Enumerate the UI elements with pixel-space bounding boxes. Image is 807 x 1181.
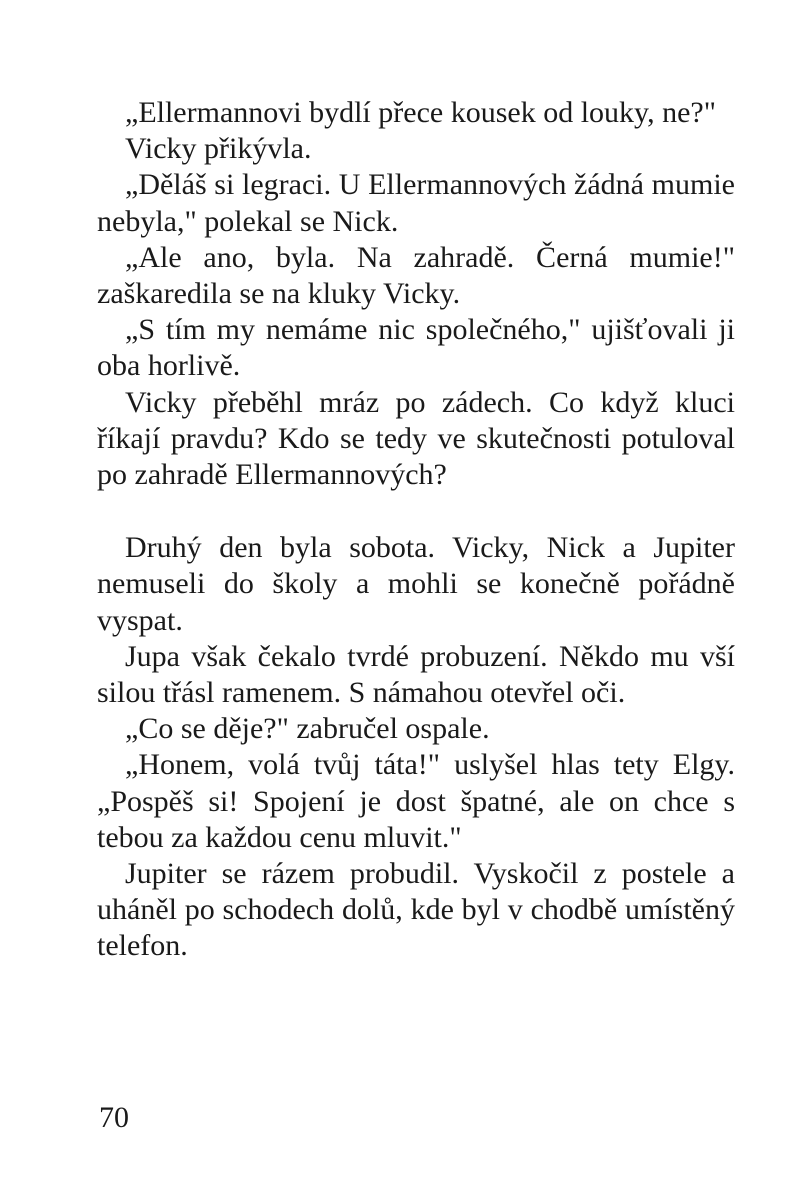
paragraph: „Co se děje?" zabručel ospale. xyxy=(125,712,490,746)
paragraph: Druhý den byla sobota. Vicky, Nick a Jupiter nemuseli do školy a mohli se konečně pořádně vyspat. xyxy=(97,531,735,637)
section-break xyxy=(97,493,735,530)
paragraph: „Honem, volá tvůj táta!" uslyšel hlas tety Elgy. „Pospěš si! Spojení je dost špatné, ale on chce s tebou za každou cenu mluvit." xyxy=(97,748,735,854)
paragraph: „Ellermannovi bydlí přece kousek od louky, ne?" xyxy=(125,96,716,129)
paragraph: Vicky přikývla. xyxy=(125,132,312,166)
paragraph: Vicky přeběhl mráz po zádech. Co když kluci říkají pravdu? Kdo se tedy ve skutečnosti potuloval po zahradě Ellermannových? xyxy=(97,385,735,492)
paragraph: „S tím my nemáme nic společného," ujišťovali ji oba horlivě. xyxy=(97,313,735,383)
paragraph: Jupiter se rázem probudil. Vyskočil z postele a uháněl po schodech dolů, kde byl v chodbě umístěný telefon. xyxy=(97,857,735,963)
paragraph: Jupa však čekalo tvrdé probuzení. Někdo mu vší silou třásl ramenem. S námahou otevřel oči. xyxy=(97,639,735,710)
page-number: 70 xyxy=(99,1101,129,1134)
paragraph: „Děláš si legraci. U Ellermannových žádná mumie nebyla," polekal se Nick. xyxy=(97,168,735,238)
paragraph: „Ale ano, byla. Na zahradě. Černá mumie!" zaškaredila se na kluky Vicky. xyxy=(97,240,735,311)
book-page-text xyxy=(97,95,735,965)
